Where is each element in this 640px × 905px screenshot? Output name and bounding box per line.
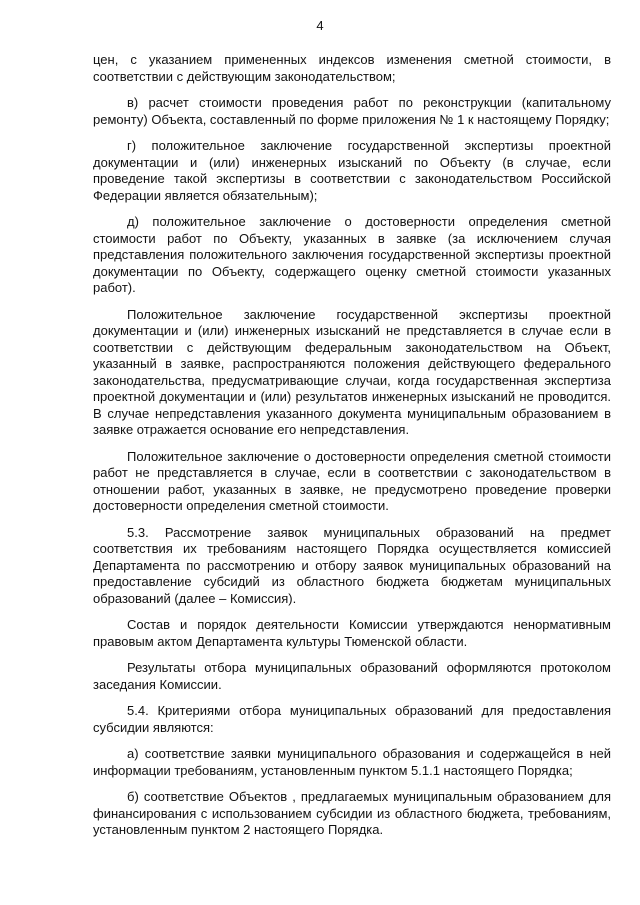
paragraph-5-3: 5.3. Рассмотрение заявок муниципальных образований на предмет соответствия их требованиям настоящего Порядка осуществляется комиссией Департамента по рассмотрению и отбору заявок муниципальных образований на предоставление субсидий из областного бюджета бюджетам муниципальных образований (далее – Комиссия). <box>93 524 611 606</box>
document-body <box>93 52 611 839</box>
paragraph-criterion-b: б) соответствие Объектов , предлагаемых муниципальным образованием для финансирования с использованием субсидии из областного бюджета, требованиям, установленным пунктом 2 настоящего Порядка. <box>93 789 611 837</box>
paragraph-item-g: г) положительное заключение государственной экспертизы проектной документации и (или) инженерных изысканий по Объекту (в случае, если проведение такой экспертизы в соответствии с законодательством Российской Федерации является обязательным); <box>93 138 611 203</box>
paragraph-5-4: 5.4. Критериями отбора муниципальных образований для предоставления субсидии являются: <box>93 703 611 735</box>
paragraph-selection-results: Результаты отбора муниципальных образований оформляются протоколом заседания Комиссии. <box>93 660 611 692</box>
paragraph-expertise-note: Положительное заключение государственной экспертизы проектной документации и (или) инженерных изысканий не представляется в случае если в соответствии с действующим федеральным законодательством на Объект, указанный в заявке, распространяются положения действующего федерального законодательства, предусматривающие случаи, когда государственная экспертиза проектной документации и (или) результатов инженерных изысканий не проводится. В случае непредставления указанного документа муниципальным образованием в заявке отражается основание его непредставления. <box>93 306 611 437</box>
paragraph-commission-composition: Состав и порядок деятельности Комиссии утверждаются ненормативным правовым актом Департамента культуры Тюменской области. <box>93 617 611 649</box>
paragraph-continuation: цен, с указанием примененных индексов изменения сметной стоимости, в соответствии с действующим законодательством; <box>93 52 611 84</box>
paragraph-item-v: в) расчет стоимости проведения работ по реконструкции (капитальному ремонту) Объекта, составленный по форме приложения № 1 к настоящему Порядку; <box>93 95 611 127</box>
paragraph-estimate-note: Положительное заключение о достоверности определения сметной стоимости работ не представляется в случае, если в соответствии с законодательством в отношении работ, указанных в заявке, не предусмотрено проведение проверки достоверности определения сметной стоимости. <box>93 448 611 513</box>
paragraph-item-d: д) положительное заключение о достоверности определения сметной стоимости работ по Объекту, указанных в заявке (за исключением случая представления положительного заключения государственной экспертизы проектной документации по Объекту, содержащего оценку сметной стоимости указанных работ). <box>93 214 611 295</box>
paragraph-criterion-a: а) соответствие заявки муниципального образования и содержащейся в ней информации требованиям, установленным пунктом 5.1.1 настоящего Порядка; <box>93 746 611 778</box>
page-number: 4 <box>316 18 324 33</box>
